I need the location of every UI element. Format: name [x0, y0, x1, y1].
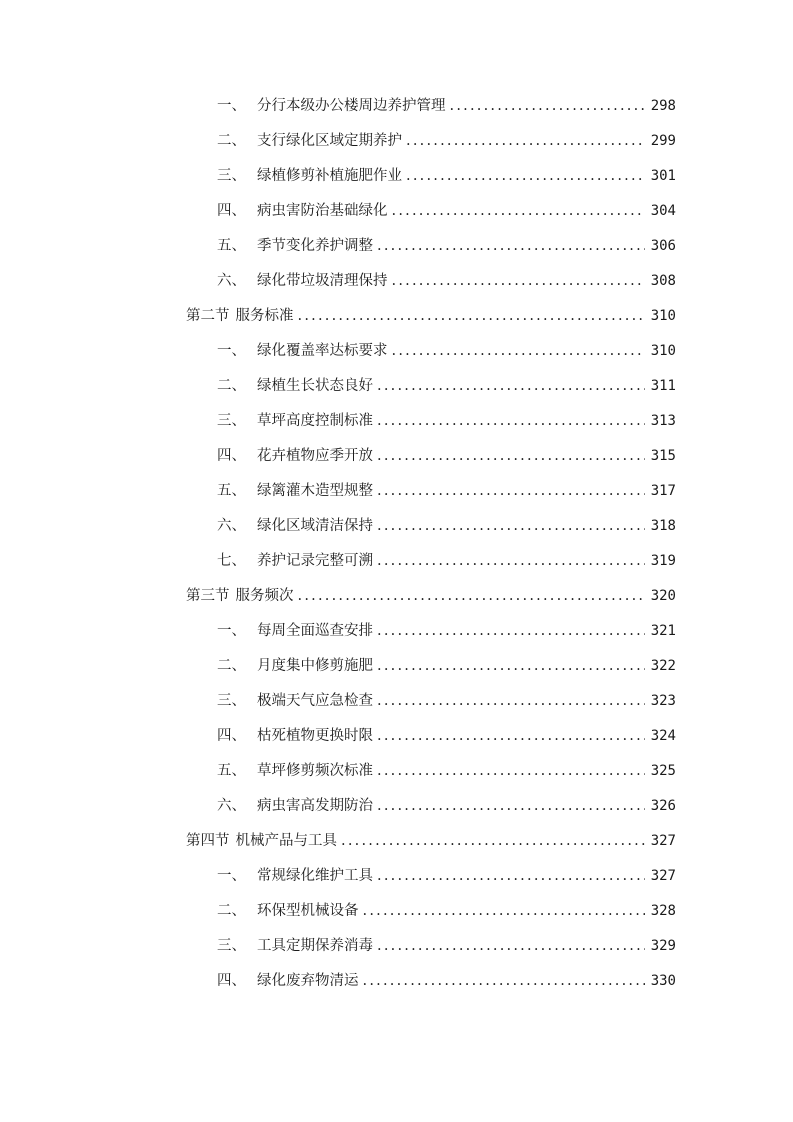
toc-entry-page: 327: [650, 868, 676, 884]
toc-leader-dots: [377, 623, 645, 639]
toc-entry-title: 绿篱灌木造型规整: [257, 483, 373, 499]
toc-entry-page: 326: [650, 798, 676, 814]
toc-leader-dots: [377, 448, 645, 464]
toc-entry-number: 二、: [217, 133, 246, 149]
toc-entry-number: 三、: [217, 693, 246, 709]
toc-entry[interactable]: [217, 339, 676, 361]
toc-section-page: 310: [650, 308, 676, 324]
toc-entry-number: 二、: [217, 903, 246, 919]
toc-leader-dots: [341, 833, 645, 849]
toc-entry-page: 329: [650, 938, 676, 954]
toc-leader-dots: [363, 903, 645, 919]
toc-leader-dots: [377, 868, 645, 884]
toc-entry-page: 324: [650, 728, 676, 744]
toc-section-title: 服务标准: [235, 308, 294, 324]
toc-entry-number: 七、: [217, 553, 246, 569]
toc-leader-dots: [377, 413, 645, 429]
toc-entry-page: 301: [650, 168, 676, 184]
toc-entry-number: 六、: [217, 798, 246, 814]
toc-entry-page: 315: [650, 448, 676, 464]
toc-entry[interactable]: [217, 234, 676, 256]
toc-leader-dots: [363, 973, 645, 989]
toc-entry-number: 六、: [217, 518, 246, 534]
toc-entry-number: 四、: [217, 448, 246, 464]
toc-section-number: 第四节: [186, 833, 230, 849]
toc-entry-title: 绿化区域清洁保持: [257, 518, 373, 534]
toc-entry[interactable]: [217, 794, 676, 816]
toc-leader-dots: [298, 308, 645, 324]
toc-entry-title: 工具定期保养消毒: [257, 938, 373, 954]
toc-entry[interactable]: [217, 619, 676, 641]
toc-entry-page: 330: [650, 973, 676, 989]
toc-entry[interactable]: [217, 724, 676, 746]
toc-leader-dots: [377, 693, 645, 709]
toc-entry-number: 四、: [217, 728, 246, 744]
toc-entry-title: 绿化带垃圾清理保持: [257, 273, 388, 289]
toc-entry-number: 二、: [217, 378, 246, 394]
toc-entry-number: 五、: [217, 238, 246, 254]
toc-entry-number: 二、: [217, 658, 246, 674]
toc-entry-title: 季节变化养护调整: [257, 238, 373, 254]
toc-entry-title: 绿化覆盖率达标要求: [257, 343, 388, 359]
toc-entry-page: 306: [650, 238, 676, 254]
toc-entry[interactable]: [217, 269, 676, 291]
toc-entry[interactable]: [217, 969, 676, 991]
toc-entry[interactable]: [217, 934, 676, 956]
toc-entry-page: 328: [650, 903, 676, 919]
toc-entry-title: 绿植生长状态良好: [257, 378, 373, 394]
toc-entry[interactable]: [217, 199, 676, 221]
toc-entry-title: 极端天气应急检查: [257, 693, 373, 709]
toc-entry-number: 四、: [217, 203, 246, 219]
toc-leader-dots: [377, 238, 645, 254]
toc-entry-page: 311: [650, 378, 676, 394]
toc-leader-dots: [377, 483, 645, 499]
toc-entry-page: 317: [650, 483, 676, 499]
toc-entry-title: 常规绿化维护工具: [257, 868, 373, 884]
toc-entry-number: 三、: [217, 938, 246, 954]
toc-entry-number: 三、: [217, 413, 246, 429]
toc-leader-dots: [298, 588, 645, 604]
toc-leader-dots: [392, 273, 645, 289]
toc-entry-title: 绿化废弃物清运: [257, 973, 359, 989]
toc-entry-title: 环保型机械设备: [257, 903, 359, 919]
toc-section-number: 第三节: [186, 588, 230, 604]
toc-entry-number: 一、: [217, 98, 246, 114]
toc-entry-title: 每周全面巡查安排: [257, 623, 373, 639]
toc-leader-dots: [392, 343, 645, 359]
toc-section-page: 320: [650, 588, 676, 604]
toc-section-number: 第二节: [186, 308, 230, 324]
toc-entry-page: 325: [650, 763, 676, 779]
toc-entry-title: 草坪高度控制标准: [257, 413, 373, 429]
toc-leader-dots: [377, 798, 645, 814]
toc-leader-dots: [377, 553, 645, 569]
toc-entry-page: 310: [650, 343, 676, 359]
toc-entry-page: 308: [650, 273, 676, 289]
toc-entry[interactable]: [217, 94, 676, 116]
toc-entry[interactable]: [217, 374, 676, 396]
toc-leader-dots: [377, 658, 645, 674]
toc-entry[interactable]: [217, 514, 676, 536]
toc-entry-number: 一、: [217, 343, 246, 359]
toc-section-heading[interactable]: [186, 304, 676, 326]
toc-entry-title: 支行绿化区域定期养护: [257, 133, 402, 149]
toc-section-title: 机械产品与工具: [235, 833, 337, 849]
toc-entry-number: 四、: [217, 973, 246, 989]
toc-entry-title: 月度集中修剪施肥: [257, 658, 373, 674]
toc-entry-title: 养护记录完整可溯: [257, 553, 373, 569]
toc-leader-dots: [377, 938, 645, 954]
toc-entry[interactable]: [217, 689, 676, 711]
toc-entry[interactable]: [217, 409, 676, 431]
toc-entry[interactable]: [217, 479, 676, 501]
toc-entry-page: 318: [650, 518, 676, 534]
toc-entry-title: 病虫害防治基础绿化: [257, 203, 388, 219]
toc-leader-dots: [450, 98, 645, 114]
toc-section-heading[interactable]: [186, 584, 676, 606]
toc-entry-page: 313: [650, 413, 676, 429]
toc-entry-number: 六、: [217, 273, 246, 289]
toc-entry-title: 分行本级办公楼周边养护管理: [257, 98, 446, 114]
toc-entry-number: 一、: [217, 868, 246, 884]
toc-entry[interactable]: [217, 654, 676, 676]
toc-entry[interactable]: [217, 444, 676, 466]
toc-leader-dots: [392, 203, 645, 219]
toc-entry-page: 319: [650, 553, 676, 569]
toc-entry[interactable]: [217, 164, 676, 186]
toc-entry-page: 321: [650, 623, 676, 639]
toc-entry-page: 322: [650, 658, 676, 674]
toc-entry[interactable]: [217, 129, 676, 151]
toc-entry[interactable]: [217, 549, 676, 571]
toc-entry-title: 花卉植物应季开放: [257, 448, 373, 464]
toc-entry[interactable]: [217, 864, 676, 886]
toc-entry-page: 323: [650, 693, 676, 709]
toc-leader-dots: [406, 133, 645, 149]
toc-entry[interactable]: [217, 899, 676, 921]
toc-entry-title: 绿植修剪补植施肥作业: [257, 168, 402, 184]
toc-entry[interactable]: [217, 759, 676, 781]
toc-entry-number: 五、: [217, 483, 246, 499]
toc-leader-dots: [406, 168, 645, 184]
toc-entry-title: 草坪修剪频次标准: [257, 763, 373, 779]
toc-entry-number: 一、: [217, 623, 246, 639]
toc-leader-dots: [377, 763, 645, 779]
toc-leader-dots: [377, 378, 645, 394]
toc-leader-dots: [377, 728, 645, 744]
toc-section-page: 327: [650, 833, 676, 849]
toc-section-title: 服务频次: [235, 588, 294, 604]
toc-entry-page: 299: [650, 133, 676, 149]
toc-section-heading[interactable]: [186, 829, 676, 851]
toc-entry-number: 五、: [217, 763, 246, 779]
toc-leader-dots: [377, 518, 645, 534]
toc-entry-page: 298: [650, 98, 676, 114]
toc-entry-number: 三、: [217, 168, 246, 184]
toc-entry-title: 枯死植物更换时限: [257, 728, 373, 744]
toc-entry-page: 304: [650, 203, 676, 219]
toc-entry-title: 病虫害高发期防治: [257, 798, 373, 814]
